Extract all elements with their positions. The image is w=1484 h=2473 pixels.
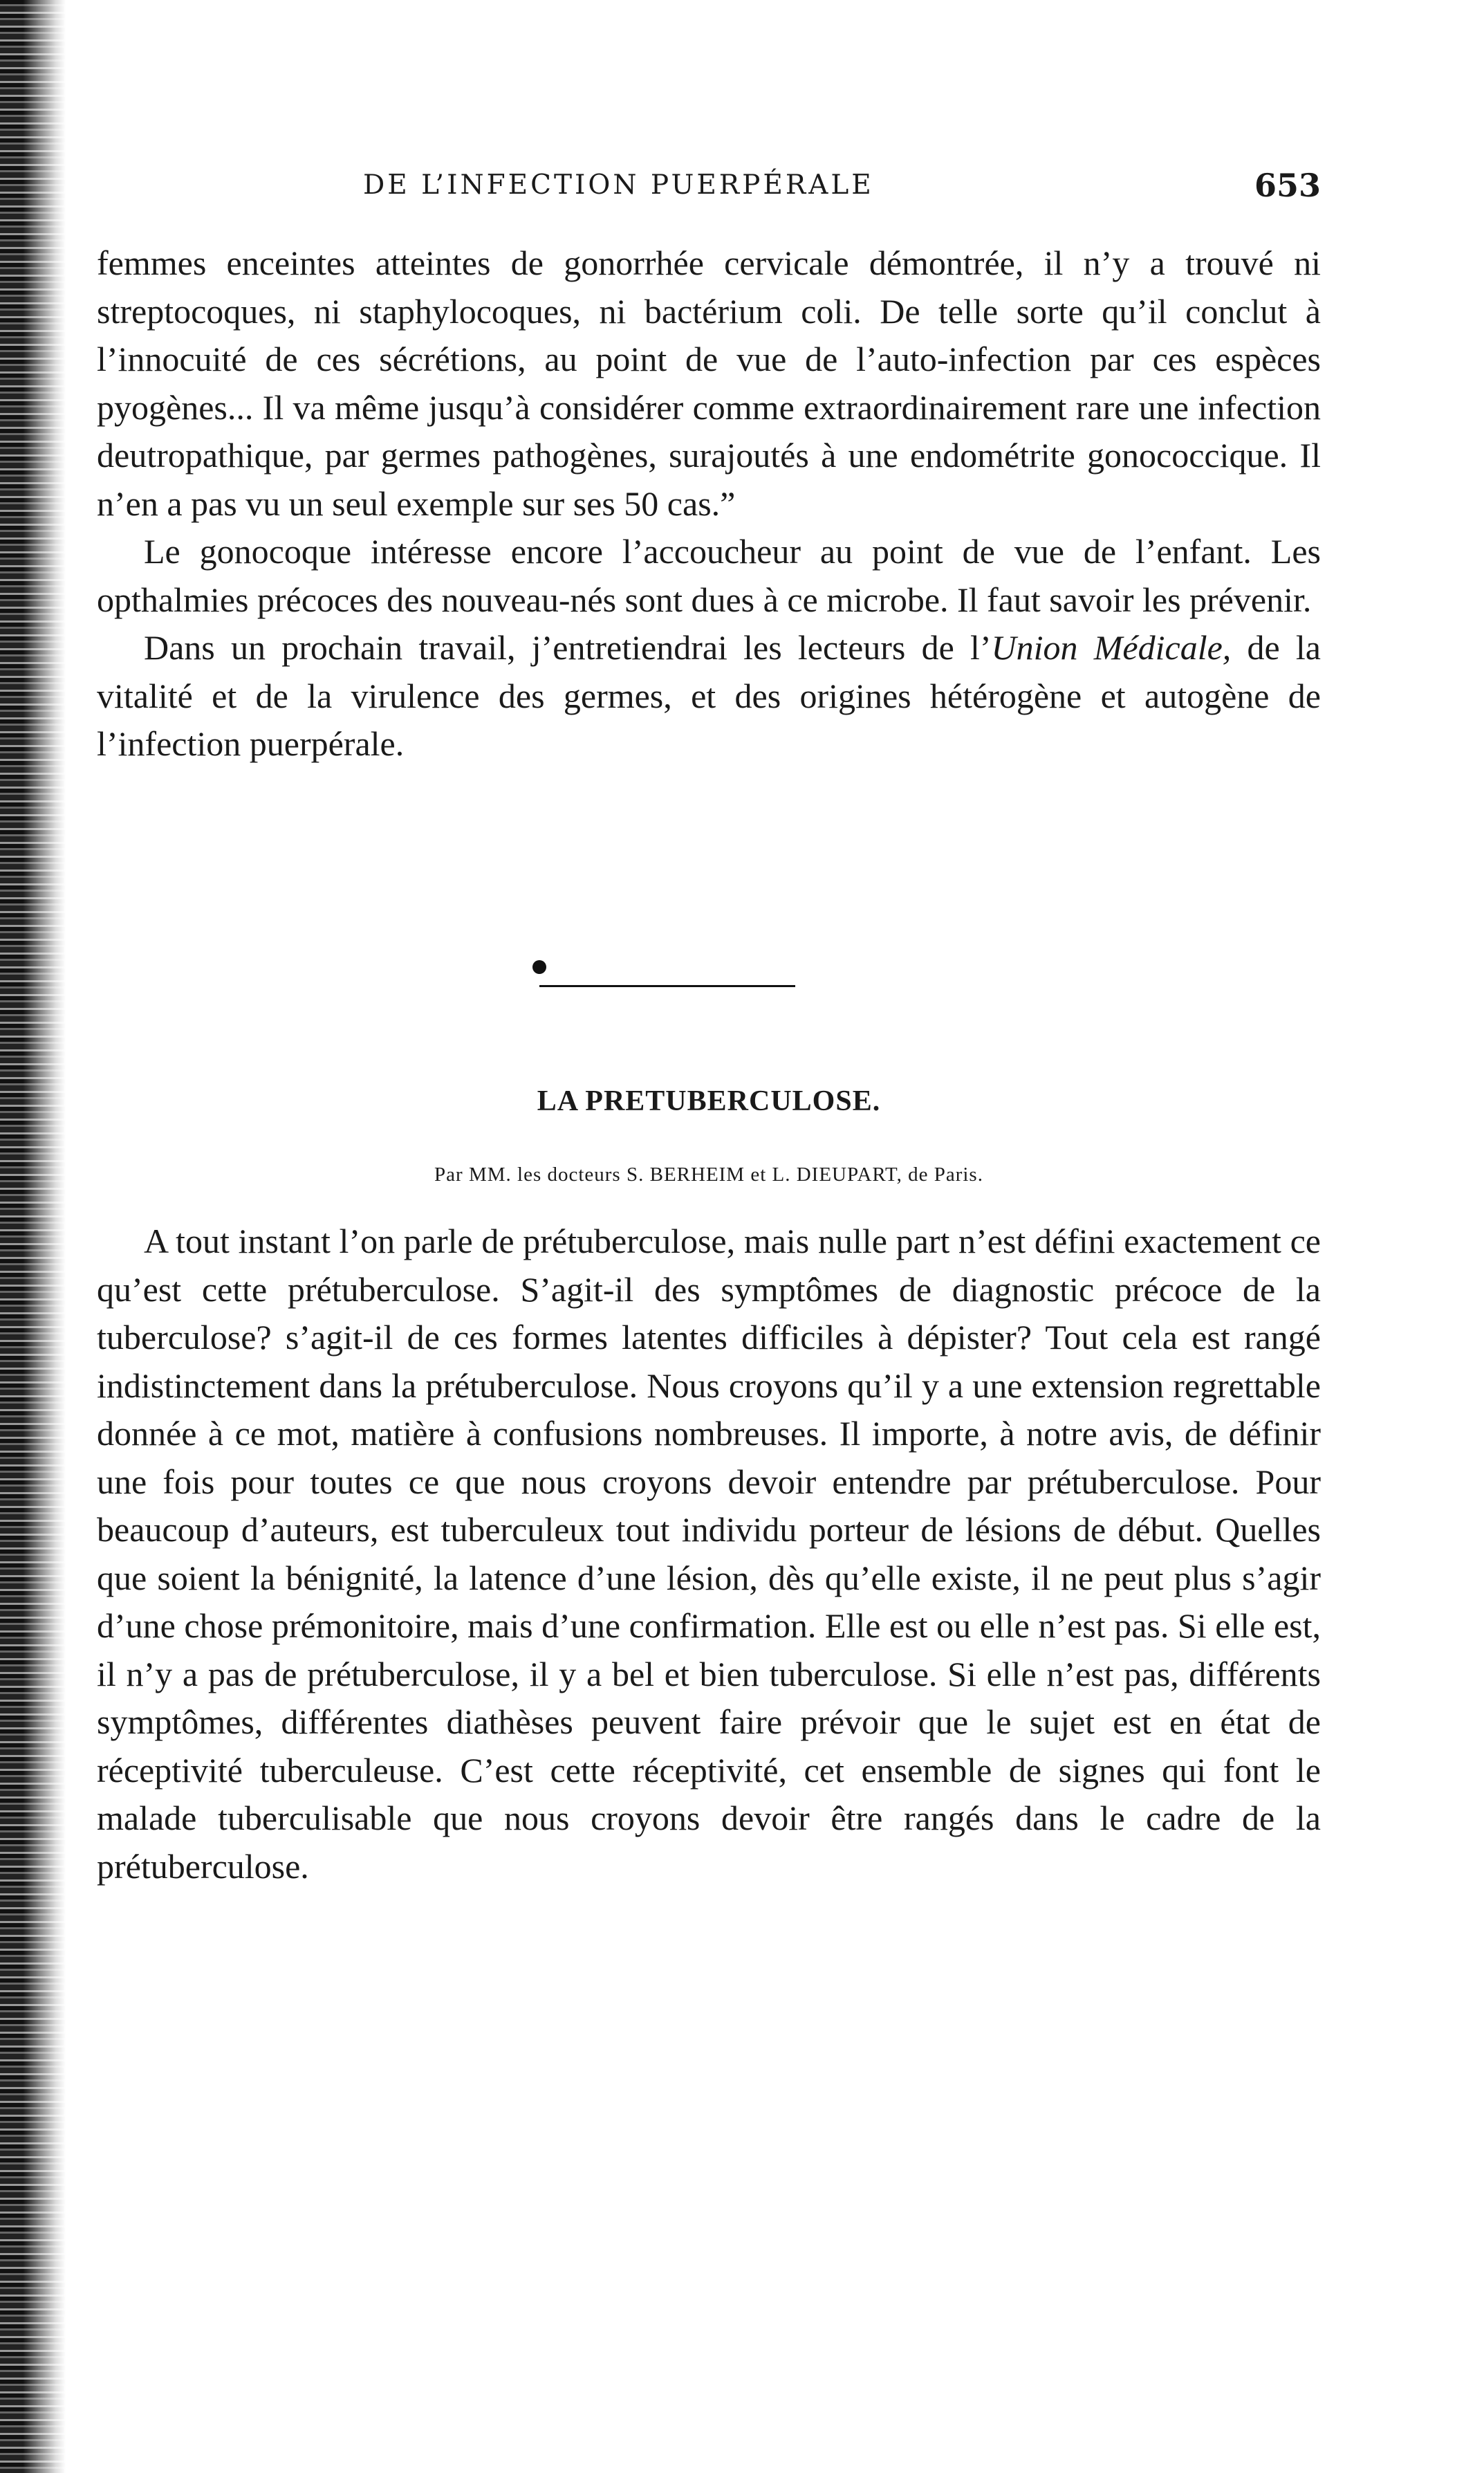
running-title: DE L’INFECTION PUERPÉRALE [363, 169, 874, 201]
gonocoque-paragraph: Le gonocoque intéresse encore l’accoucheur au point de vue de l’enfant. Les opthalmies précoces des nouveau-nés sont dues à ce microbe. Il faut savoir les prévenir. [97, 532, 1321, 619]
scanned-binding-edge [0, 0, 66, 2473]
closing-paragraph [97, 624, 1321, 769]
page-number: 653 [1254, 167, 1321, 204]
closing-paragraph-start: Dans un prochain travail, j’entretiendrai les lecteurs de l’ [144, 628, 992, 667]
article-body [97, 1217, 1321, 1891]
section-separator [532, 960, 795, 991]
continued-paragraph: femmes enceintes atteintes de gonorrhée cervicale démontrée, il n’y a trouvé ni streptocoques, ni staphylocoques, ni bactérium coli. De telle sorte qu’il conclut à l’innocuité de ces sécrétions, au point de vue de l’auto-infection par ces espèces pyogènes... Il va même jusqu’à considérer comme extraordinairement rare une infection deutropathique, par germes pathogènes, surajoutés à une endométrite gonococcique. Il n’en a pas vu un seul exemple sur ses 50 cas.” [97, 243, 1321, 523]
article-byline: Par MM. les docteurs S. BERHEIM et L. DIEUPART, de Paris. [434, 1164, 983, 1186]
separator-rule [539, 985, 795, 987]
article-paragraph: A tout instant l’on parle de prétuberculose, mais nulle part n’est défini exactement ce qu’est cette prétuberculose. S’agit-il des symptômes de diagnostic précoce de la tuberculose? s’agit-il de ces formes latentes difficiles à dépister? Tout cela est rangé indistinctement dans la prétuberculose. Nous croyons qu’il y a une extension regrettable donnée à ce mot, matière à confusions nombreuses. Il importe, à notre avis, de définir une fois pour toutes ce que nous croyons devoir entendre par prétuberculose. Pour beaucoup d’auteurs, est tuberculeux tout individu porteur de lésions de début. Quelles que soient la bénignité, la latence d’une lésion, dès qu’elle existe, il ne peut plus s’agir d’une chose prémonitoire, mais d’une confirmation. Elle est ou elle n’est pas. Si elle est, il n’y a pas de prétuberculose, il y a bel et bien tuberculose. Si elle n’est pas, différents symptômes, différentes diathèses peuvent faire prévoir que le sujet est en état de réceptivité tuberculeuse. C’est cette réceptivité, cet ensemble de signes qui font le malade tuberculisable que nous croyons devoir être rangés dans le cadre de la prétuberculose. [97, 1222, 1321, 1886]
separator-dot [532, 960, 546, 974]
journal-title: Union Médicale, [991, 628, 1232, 667]
running-header [97, 169, 1321, 218]
closing-paragraph-end: de la vitalité et de la virulence des germes, et des origines hétérogène et autogène de l’infection puerpérale. [97, 628, 1321, 763]
article-title: LA PRETUBERCULOSE. [537, 1085, 881, 1117]
continued-text-block [97, 239, 1321, 769]
